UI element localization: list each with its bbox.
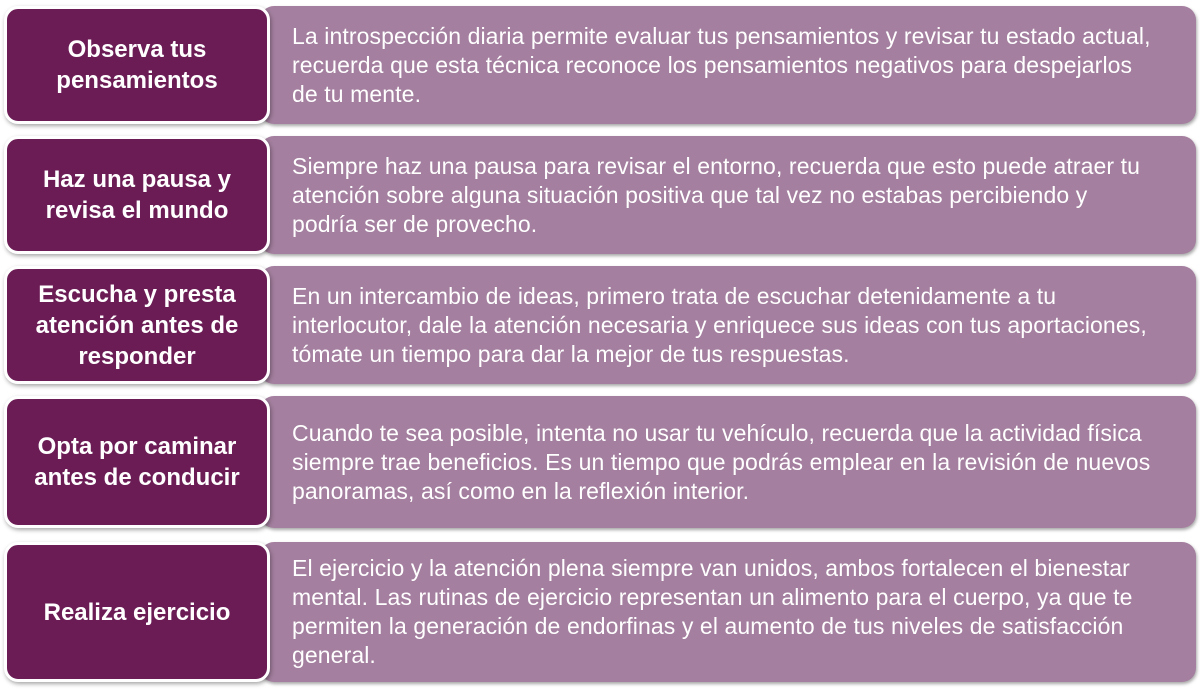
tip-description-box xyxy=(260,136,1196,254)
tip-row-caminar xyxy=(4,396,1196,528)
tip-description-box xyxy=(260,266,1196,384)
tip-title: Observa tus pensamientos xyxy=(56,36,218,94)
tip-description-box xyxy=(260,542,1196,682)
tip-description-box xyxy=(260,396,1196,528)
tip-title-box xyxy=(4,542,270,682)
tip-description: La introspección diaria permite evaluar tus pensamientos y revisar tu estado actual, recuerda que esta técnica reconoce los pensamientos negativos para despejarlos de tu mente. xyxy=(292,22,1151,107)
tip-title: Opta por caminar antes de conducir xyxy=(34,433,240,491)
tip-title: Realiza ejercicio xyxy=(43,598,231,626)
tip-title: Escucha y presta atención antes de responder xyxy=(35,280,239,370)
tip-description-box xyxy=(260,6,1196,124)
tip-title-box xyxy=(4,266,270,384)
tip-description: Siempre haz una pausa para revisar el entorno, recuerda que esto puede atraer tu atención sobre alguna situación positiva que tal vez no estabas percibiendo y podría ser de provecho. xyxy=(292,152,1141,237)
tip-row-pausa xyxy=(4,136,1196,254)
tip-title-box xyxy=(4,6,270,124)
tip-title-box xyxy=(4,136,270,254)
tip-row-observa xyxy=(4,6,1196,124)
tip-description: El ejercicio y la atención plena siempre van unidos, ambos fortalecen el bienestar mental. Las rutinas de ejercicio representan un alimento para el cuerpo, ya que te permiten la generación de endorfinas y el aumento de tus niveles de satisfacción general. xyxy=(292,555,1133,668)
tip-title: Haz una pausa y revisa el mundo xyxy=(42,166,232,224)
tip-description: Cuando te sea posible, intenta no usar tu vehículo, recuerda que la actividad física siempre trae beneficios. Es un tiempo que podrás emplear en la revisión de nuevos panoramas, así como en la reflexión interior. xyxy=(292,419,1151,504)
tip-description: En un intercambio de ideas, primero trata de escuchar detenidamente a tu interlocutor, dale la atención necesaria y enriquece sus ideas con tus aportaciones, tómate un tiempo para dar la mejor de tus respuestas. xyxy=(292,282,1147,367)
tip-row-ejercicio xyxy=(4,542,1196,682)
tip-title-box xyxy=(4,396,270,528)
tip-row-escucha xyxy=(4,266,1196,384)
